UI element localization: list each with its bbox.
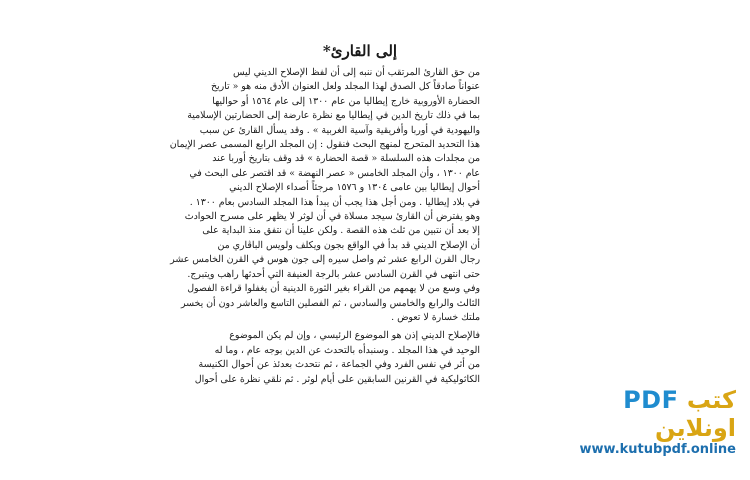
text-line: ملتك خسارة لا تعوض .	[391, 311, 480, 323]
text-line: أحوال إيطاليا بين عامى ١٣٠٤ و ١٥٧٦ مرجئاً أصداء الإصلاح الديني	[229, 182, 480, 194]
text-line: الكاثوليكية في القرنين السابقين على أيام لوثر . ثم نلقي نظرة على أحوال	[194, 373, 480, 385]
paragraph-2	[194, 329, 480, 387]
text-line: أن الإصلاح الديني قد بدأ في الواقع بجون ويكلف ولويس الباڤاري من	[217, 239, 480, 251]
text-line: من مجلدات هذه السلسلة « قصة الحضارة » قد وقف بتاريخ أوربا عند	[212, 153, 480, 165]
text-line: من حق القارئ المرتقب أن ننبه إلى أن لفظ الإصلاح الديني ليس	[233, 67, 480, 78]
text-line: حتى انتهى في القرن السادس عشر بالرجة العنيفة التي أحدثها راهب ويتبرج.	[187, 268, 480, 280]
watermark-word-books: كتب	[686, 386, 736, 414]
body-text	[169, 66, 480, 387]
watermark-title	[576, 386, 736, 442]
text-line: هذا التحديد المتحرج لمنهج البحث فنقول : إن المجلد الرابع المسمى عصر الإيمان	[169, 139, 480, 151]
text-line: إلا بعد أن نتبين من ثلث هذه القصة . ولكن علينا أن نتفق منذ البداية على	[202, 225, 480, 237]
page-title: إلى القارئ*	[322, 42, 398, 60]
text-line: وفي وسع من لا يهمهم من القراء بغير الثورة الدينية أن يغفلوا قراءة الفصول	[187, 283, 480, 295]
text-line: واليهودية في أوربا وأفريقية وآسية الغربية » . وقد يسأل القارئ عن سبب	[199, 124, 480, 136]
text-line: وهو يفترض أن القارئ سيجد مسلاة في أن لوثر لا يظهر على مسرح الحوادث	[184, 211, 480, 223]
text-line: في بلاد إيطاليا . ومن أجل هذا يجب أن يبدأ هذا المجلد السادس بعام ١٣٠٠ .	[189, 196, 480, 208]
text-line: فالإصلاح الديني إذن هو الموضوع الرئيسي ، وإن لم يكن الموضوع	[229, 330, 480, 342]
text-line: الحضارة الأوروبية خارج إيطاليا من عام ١٣٠٠ إلى عام ١٥٦٤ أو حواليها	[212, 95, 480, 107]
watermark-url: www.kutubpdf.online	[579, 442, 736, 457]
text-line: رجال القرن الرابع عشر ثم واصل سيره إلى جون هوس في القرن الخامس عشر	[170, 254, 480, 266]
watermark-word-pdf: PDF	[623, 386, 679, 414]
text-line: الوحيد في هذا المجلد . وسنبدأه بالتحدث عن الدين بوجه عام ، وما له	[214, 344, 480, 356]
text-line: من أثر في نفس الفرد وفي الجماعة ، ثم نتحدث بعدئذ عن أحوال الكنيسة	[198, 359, 480, 371]
text-line: الثالث والرابع والخامس والسادس ، ثم الفصلين التاسع والعاشر دون أن يخسر	[181, 297, 480, 309]
paragraph-1	[169, 66, 480, 325]
text-line: بما في ذلك تاريخ الدين في إيطاليا مع نظرة عارضة إلى الحضارتين الإسلامية	[187, 110, 480, 122]
text-line: عام ١٣٠٠ ، وأن المجلد الخامس « عصر النهضة » قد اقتصر على البحث في	[189, 167, 480, 179]
watermark-word-online: اونلاين	[655, 414, 736, 442]
text-line: عنواناً صادقاً كل الصدق لهذا المجلد ولعل العنوان الأدق منه هو « تاريخ	[210, 81, 480, 93]
watermark-logo	[576, 386, 736, 458]
